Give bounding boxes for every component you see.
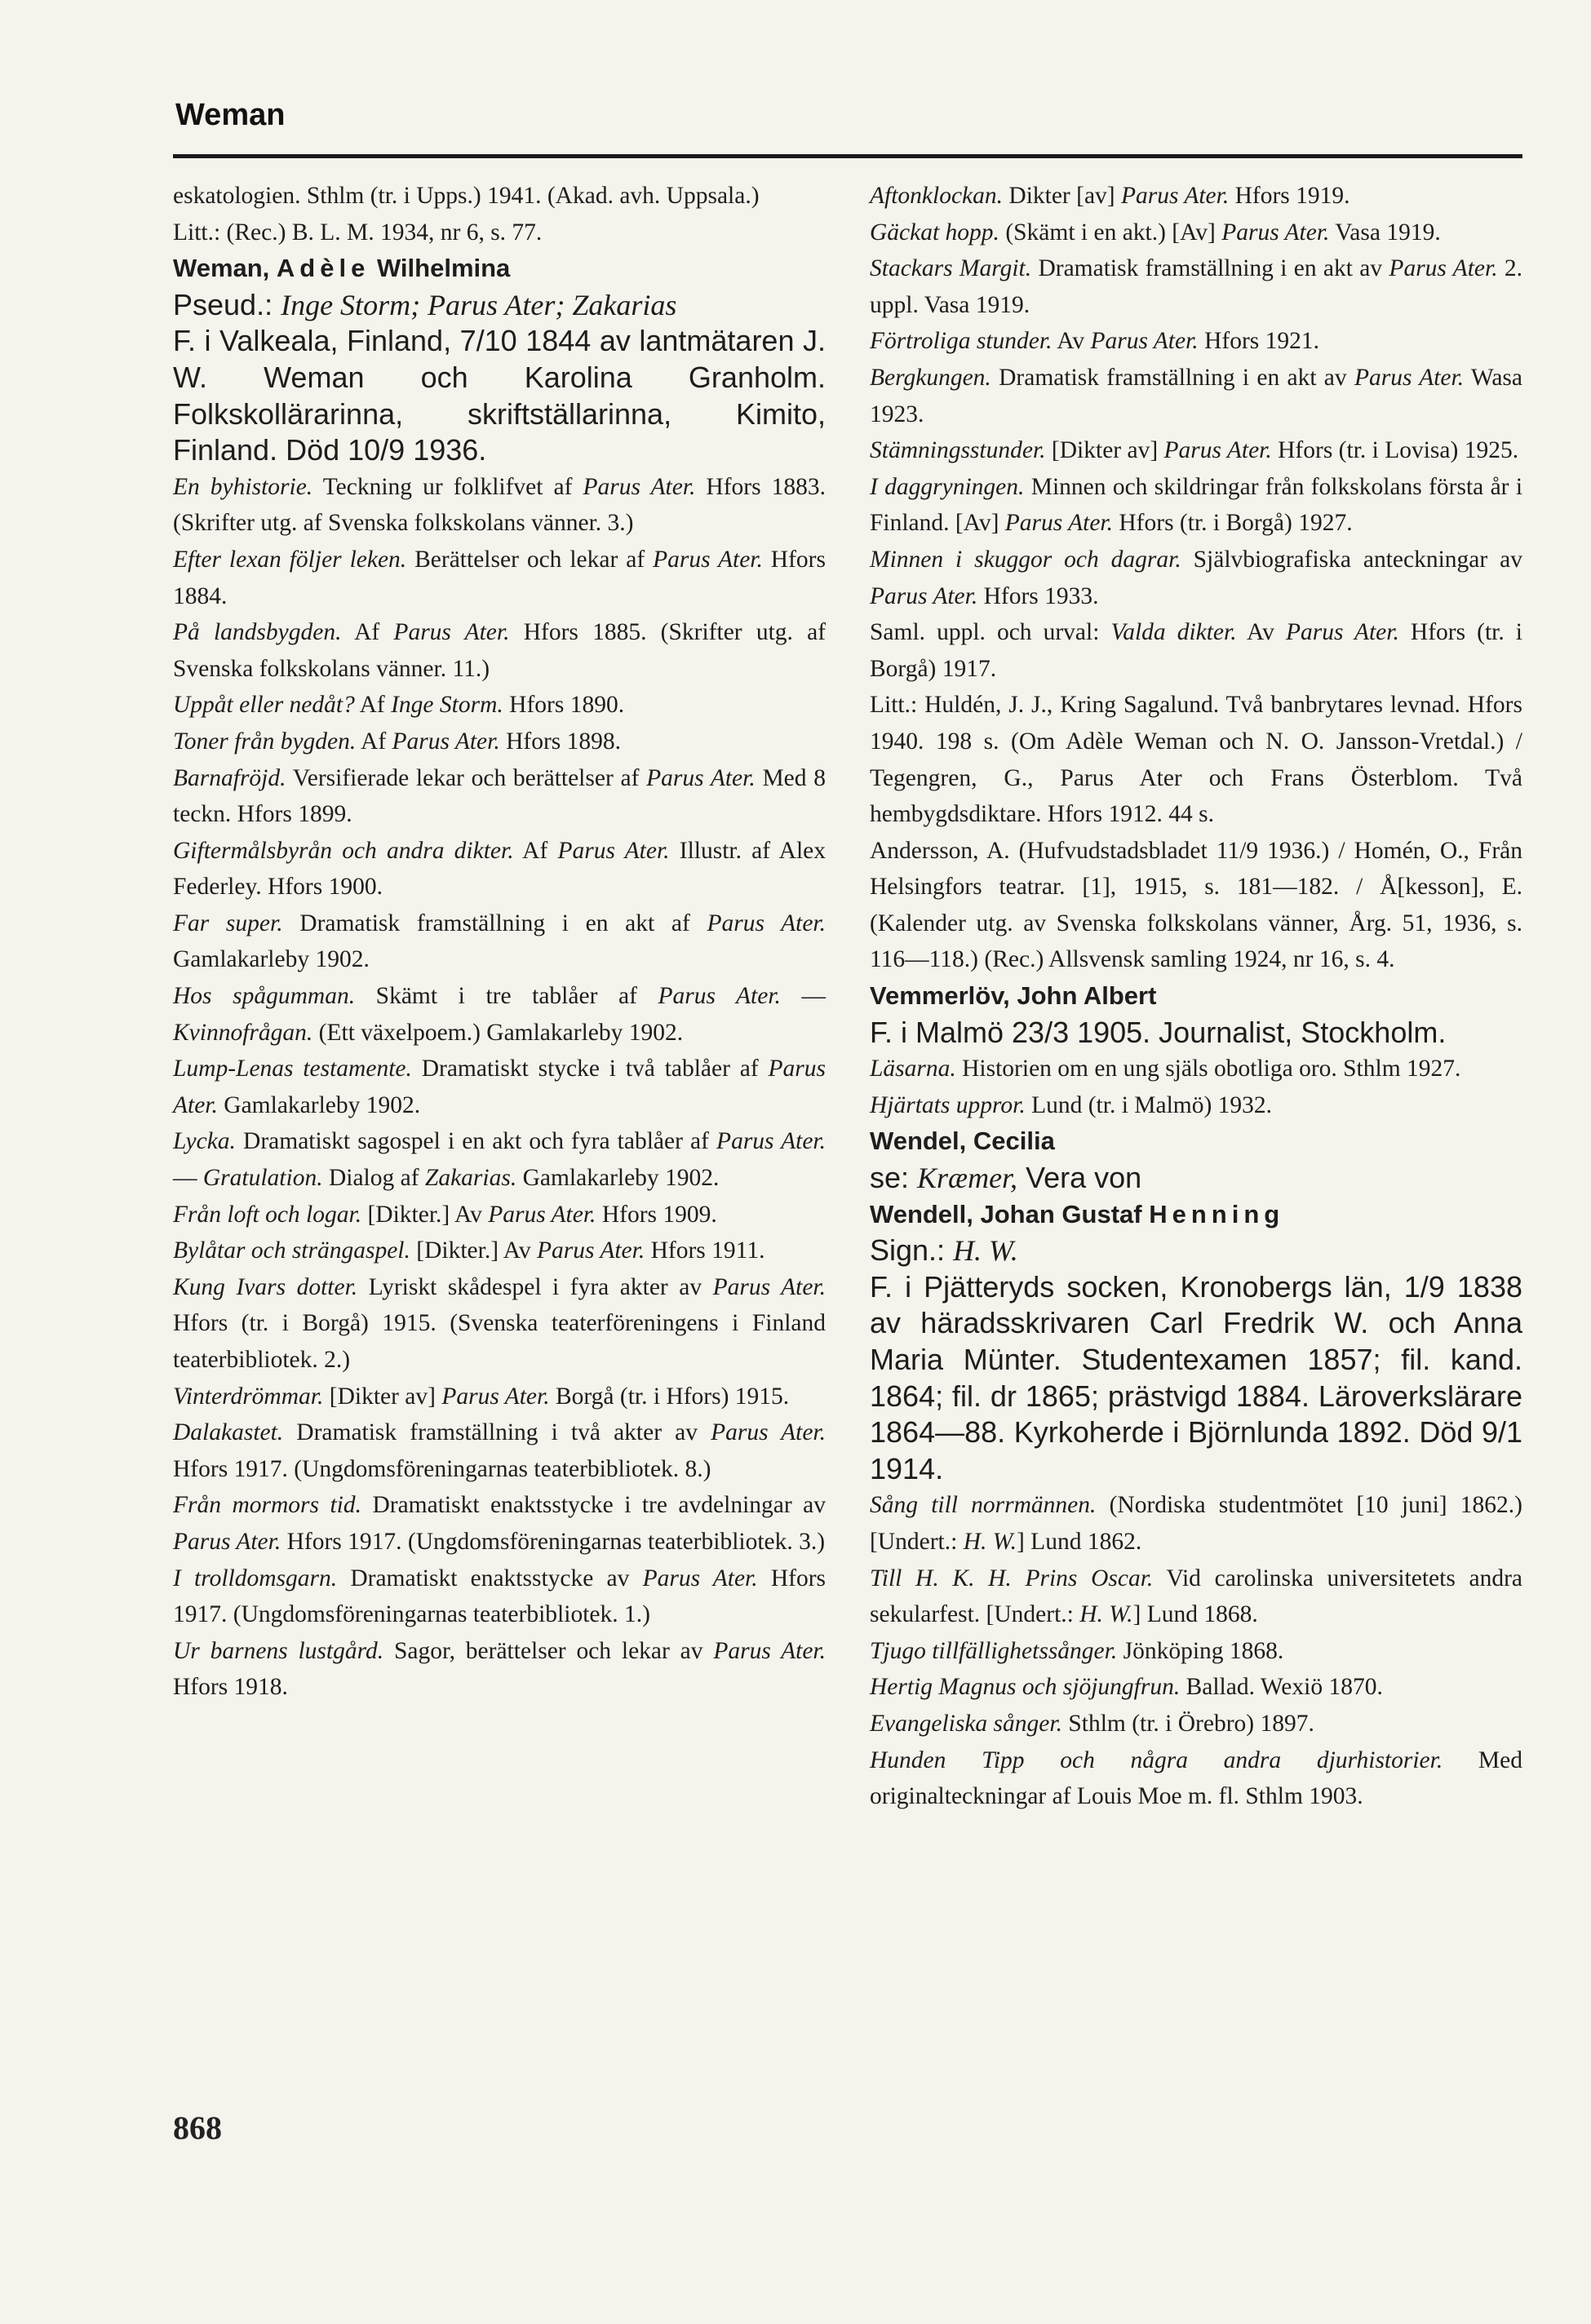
- author-name: Wendel, Cecilia: [870, 1127, 1055, 1156]
- bibliography-entry: Saml. uppl. och urval: Valda dikter. Av Parus Ater. Hfors (tr. i Borgå) 1917.: [870, 619, 1522, 682]
- bibliography-entry: Stämningsstunder. [Dikter av] Parus Ater. Hfors (tr. i Lovisa) 1925.: [870, 437, 1519, 464]
- bibliography-entry: Ur barnens lustgård. Sagor, berättelser och lekar av Parus Ater. Hfors 1918.: [173, 1637, 826, 1701]
- bibliography-entry: Barnafröjd. Versifierade lekar och berättelser af Parus Ater. Med 8 teckn. Hfors 1899.: [173, 764, 826, 828]
- author-bio: F. i Malmö 23/3 1905. Journalist, Stockholm.: [870, 1015, 1447, 1049]
- bibliography-entry: Läsarna. Historien om en ung själs obotliga oro. Sthlm 1927.: [870, 1056, 1461, 1082]
- bibliography-entry: Uppåt eller nedåt? Af Inge Storm. Hfors 1890.: [173, 692, 625, 719]
- bibliography-entry: Gäckat hopp. (Skämt i en akt.) [Av] Parus Ater. Vasa 1919.: [870, 219, 1441, 246]
- author-bio: se: Kræmer, Vera von: [870, 1161, 1142, 1195]
- bibliography-entry: Litt.: Huldén, J. J., Kring Sagalund. Två banbrytares levnad. Hfors 1940. 198 s. (Om Adèle Weman och N. O. Jansson-Vretdal.) / Tegengren, G., Parus Ater och Frans Österblom. Två hembygdsdiktare. Hfors 1912. 44 s.: [870, 692, 1522, 828]
- bibliography-entry: Från loft och logar. [Dikter.] Av Parus Ater. Hfors 1909.: [173, 1201, 717, 1228]
- running-header: Weman: [175, 98, 286, 132]
- bibliography-entry: Bergkungen. Dramatisk framställning i en akt av Parus Ater. Wasa 1923.: [870, 364, 1522, 427]
- bibliography-entry: Sång till norrmännen. (Nordiska studentmötet [10 juni] 1862.) [Undert.: H. W.] Lund 1862.: [870, 1492, 1522, 1555]
- bibliography-entry: Minnen i skuggor och dagrar. Självbiografiska anteckningar av Parus Ater. Hfors 1933.: [870, 546, 1522, 609]
- bibliography-entry: Hertig Magnus och sjöjungfrun. Ballad. Wexiö 1870.: [870, 1674, 1383, 1701]
- author-name: Wendell, Johan Gustaf Henning: [870, 1199, 1285, 1228]
- bibliography-entry: Efter lexan följer leken. Berättelser och lekar af Parus Ater. Hfors 1884.: [173, 546, 826, 609]
- right-column: [870, 178, 1522, 1815]
- bibliography-entry: Kung Ivars dotter. Lyriskt skådespel i fyra akter av Parus Ater. Hfors (tr. i Borgå) 1915. (Svenska teaterföreningens i Finland teaterbibliotek. 2.): [173, 1273, 827, 1373]
- bibliography-entry: Till H. K. H. Prins Oscar. Vid carolinska universitetets andra sekularfest. [Undert.: H. W.] Lund 1868.: [870, 1565, 1522, 1628]
- bibliography-entry: I trolldomsgarn. Dramatiskt enaktsstycke av Parus Ater. Hfors 1917. (Ungdomsföreningarnas teaterbibliotek. 1.): [173, 1565, 827, 1628]
- bibliography-entry: Evangeliska sånger. Sthlm (tr. i Örebro) 1897.: [870, 1710, 1314, 1737]
- bibliography-entry: Andersson, A. (Hufvudstadsbladet 11/9 1936.) / Homén, O., Från Helsingfors teatrar. [1], 1915, s. 181—182. / Å[kesson], E. (Kalender utg. av Svenska folkskolans vänner, Årg. 51, 1936, s. 116—118.) (Rec.) Allsvensk samling 1924, nr 16, s. 4.: [870, 837, 1522, 973]
- bibliography-entry: Förtroliga stunder. Av Parus Ater. Hfors 1921.: [870, 328, 1319, 355]
- left-column: [173, 178, 826, 1706]
- bibliography-entry: En byhistorie. Teckning ur folklifvet af Parus Ater. Hfors 1883. (Skrifter utg. af Svenska folkskolans vänner. 3.): [173, 473, 827, 537]
- author-name: Vemmerlöv, John Albert: [870, 981, 1157, 1011]
- bibliography-entry: Hos spågumman. Skämt i tre tablåer af Parus Ater. — Kvinnofrågan. (Ett växelpoem.) Gamlakarleby 1902.: [173, 983, 827, 1046]
- author-name: Weman, Adèle Wilhelmina: [173, 254, 511, 283]
- page-number: 868: [173, 2109, 222, 2146]
- bibliography-entry: Far super. Dramatisk framställning i en akt af Parus Ater. Gamlakarleby 1902.: [173, 910, 826, 973]
- bibliography-entry: Hunden Tipp och några andra djurhistorier. Med originalteckningar af Louis Moe m. fl. Sthlm 1903.: [870, 1746, 1522, 1810]
- bibliography-entry: I daggryningen. Minnen och skildringar från folkskolans första år i Finland. [Av] Parus Ater. Hfors (tr. i Borgå) 1927.: [870, 473, 1523, 537]
- bibliography-entry: Tjugo tillfällighetssånger. Jönköping 1868.: [870, 1637, 1284, 1664]
- bibliography-entry: Stackars Margit. Dramatisk framställning i en akt av Parus Ater. 2. uppl. Vasa 1919.: [870, 255, 1523, 318]
- author-bio: Pseud.: Inge Storm; Parus Ater; Zakarias: [173, 287, 677, 321]
- bibliography-entry: Lycka. Dramatiskt sagospel i en akt och fyra tablåer af Parus Ater. — Gratulation. Dialog af Zakarias. Gamlakarleby 1902.: [173, 1128, 826, 1192]
- bibliography-entry: Dalakastet. Dramatisk framställning i två akter av Parus Ater. Hfors 1917. (Ungdomsföreningarnas teaterbibliotek. 8.): [173, 1419, 826, 1482]
- bibliography-entry: Hjärtats uppror. Lund (tr. i Malmö) 1932.: [870, 1091, 1273, 1118]
- bibliography-entry: Vinterdrömmar. [Dikter av] Parus Ater. Borgå (tr. i Hfors) 1915.: [173, 1383, 790, 1410]
- bibliography-entry: Giftermålsbyrån och andra dikter. Af Parus Ater. Illustr. af Alex Federley. Hfors 1900.: [173, 837, 827, 901]
- author-bio: F. i Valkeala, Finland, 7/10 1844 av lantmätaren J. W. Weman och Karolina Granholm. Folkskollärarinna, skriftställarinna, Kimito, Finland. Död 10/9 1936.: [173, 324, 826, 467]
- author-bio: F. i Pjätteryds socken, Kronobergs län, 1/9 1838 av häradsskrivaren Carl Fredrik W. och Anna Maria Münter. Studentexamen 1857; fil. kand. 1864; fil. dr 1865; prästvigd 1884. Läroverkslärare 1864—88. Kyrkoherde i Björnlunda 1892. Död 9/1 1914.: [870, 1269, 1522, 1485]
- header-rule: [173, 154, 1522, 158]
- author-bio: Sign.: H. W.: [870, 1233, 1018, 1268]
- bibliography-entry: Från mormors tid. Dramatiskt enaktsstycke i tre avdelningar av Parus Ater. Hfors 1917. (Ungdomsföreningarnas teaterbibliotek. 3.): [173, 1492, 826, 1555]
- bibliography-entry: Bylåtar och strängaspel. [Dikter.] Av Parus Ater. Hfors 1911.: [173, 1237, 765, 1264]
- bibliography-entry: eskatologien. Sthlm (tr. i Upps.) 1941. (Akad. avh. Uppsala.): [173, 183, 760, 209]
- bibliography-entry: På landsbygden. Af Parus Ater. Hfors 1885. (Skrifter utg. af Svenska folkskolans vänner. 11.): [173, 619, 827, 682]
- bibliography-entry: Aftonklockan. Dikter [av] Parus Ater. Hfors 1919.: [870, 183, 1350, 209]
- bibliography-entry: Litt.: (Rec.) B. L. M. 1934, nr 6, s. 77.: [173, 219, 543, 246]
- bibliography-entry: Lump-Lenas testamente. Dramatiskt stycke i två tablåer af Parus Ater. Gamlakarleby 1902.: [173, 1056, 826, 1118]
- bibliography-entry: Toner från bygden. Af Parus Ater. Hfors 1898.: [173, 728, 622, 755]
